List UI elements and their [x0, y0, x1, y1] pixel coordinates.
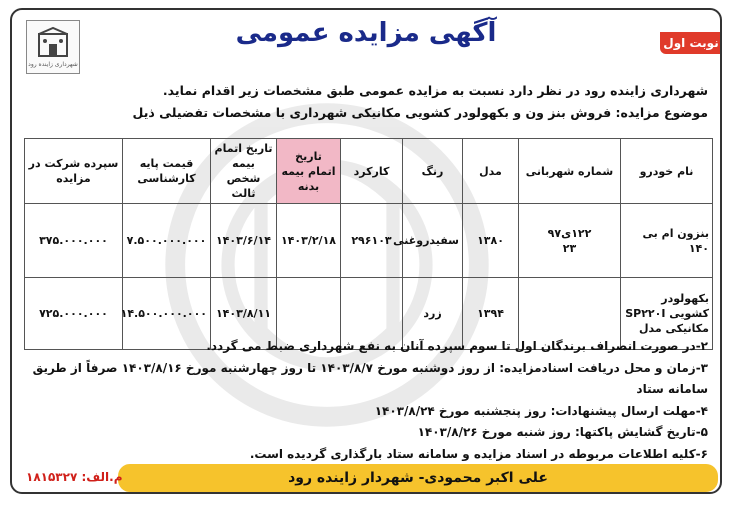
col-vehicle-name: نام خودرو [621, 139, 713, 204]
reference-number: م.الف: ۱۸۱۵۳۲۷ [26, 470, 123, 484]
cell-model: ۱۳۸۰ [463, 204, 519, 278]
signature-text: علی اکبر محمودی- شهردار زاینده رود [288, 470, 548, 486]
cell-base-price: ۱۴.۵۰۰.۰۰۰.۰۰۰ [123, 278, 211, 350]
col-model: مدل [463, 139, 519, 204]
col-body-insurance-expiry: تاریخ اتمام بیمه بدنه [277, 139, 341, 204]
notice-frame [10, 8, 722, 494]
cell-plate-number: ۱۲۲ی۹۷ ۲۳ [519, 204, 621, 278]
cell-third-party-insurance-expiry: ۱۴۰۳/۶/۱۴ [211, 204, 277, 278]
cell-color: سفیدروغنی [403, 204, 463, 278]
cell-color: زرد [403, 278, 463, 350]
table-row [25, 204, 713, 278]
note-item: ۴-مهلت ارسال پیشنهادات: روز پنجشنبه مورخ ۱۴۰۳/۸/۲۴ [374, 403, 708, 418]
col-deposit: سپرده شرکت در مزایده [25, 139, 123, 204]
note-item: ۶-کلیه اطلاعات مربوطه در اسناد مزایده و سامانه ستاد بارگذاری گردیده است. [249, 446, 708, 461]
intro-line-1: شهرداری زاینده رود در نظر دارد نسبت به مزایده عمومی طبق مشخصات زیر اقدام نماید. [162, 83, 708, 98]
note-item: ۳-زمان و محل دریافت اسنادمزایده: از روز دوشنبه مورخ ۱۴۰۳/۸/۷ تا روز چهارشنبه مورخ ۱۴۰۳/۸/۱۶ صرفاً از طریق سامانه ستاد [32, 360, 708, 396]
note-item: ۲-در صورت انصراف برندگان اول تا سوم سپرده آنان به نفع شهرداری ضبط می گردد. [206, 339, 708, 353]
intro-text [18, 80, 708, 124]
cell-mileage: ۲۹۶۱۰۳ [341, 204, 403, 278]
col-base-price: قیمت پایه کارشناسی [123, 139, 211, 204]
logo-caption: شهرداری زاینده رود [28, 61, 78, 68]
col-color: رنگ [403, 139, 463, 204]
col-mileage: کارکرد [341, 139, 403, 204]
cell-base-price: ۷.۵۰۰.۰۰۰.۰۰۰ [123, 204, 211, 278]
col-plate-number: شماره شهربانی [519, 139, 621, 204]
notice-title: آگهی مزایده عمومی [235, 18, 497, 48]
cell-body-insurance-expiry: ۱۴۰۳/۲/۱۸ [277, 204, 341, 278]
round-badge: نوبت اول [660, 32, 722, 54]
cell-vehicle-name: بکهولودر کشویی SP۲۲۰I مکانیکی مدل [621, 278, 713, 350]
col-third-party-insurance-expiry: تاریخ اتمام بیمه شخص ثالث [211, 139, 277, 204]
cell-deposit: ۳۷۵.۰۰۰.۰۰۰ [25, 204, 123, 278]
note-item: ۵-تاریخ گشایش پاکتها: روز شنبه مورخ ۱۴۰۳/۸/۲۶ [417, 425, 708, 439]
cell-model: ۱۳۹۴ [463, 278, 519, 350]
signature-bar [118, 464, 718, 492]
notes-list [18, 336, 708, 465]
cell-third-party-insurance-expiry: ۱۴۰۳/۸/۱۱ [211, 278, 277, 350]
cell-deposit: ۷۲۵.۰۰۰.۰۰۰ [25, 278, 123, 350]
intro-line-2: موضوع مزایده: فروش بنز ون و بکهولودر کشویی مکانیکی شهرداری با مشخصات تفضیلی ذیل [132, 105, 708, 120]
table-header-row [25, 139, 713, 204]
auction-items-table [24, 138, 713, 350]
cell-vehicle-name: بنزون ام بی ۱۴۰ [621, 204, 713, 278]
